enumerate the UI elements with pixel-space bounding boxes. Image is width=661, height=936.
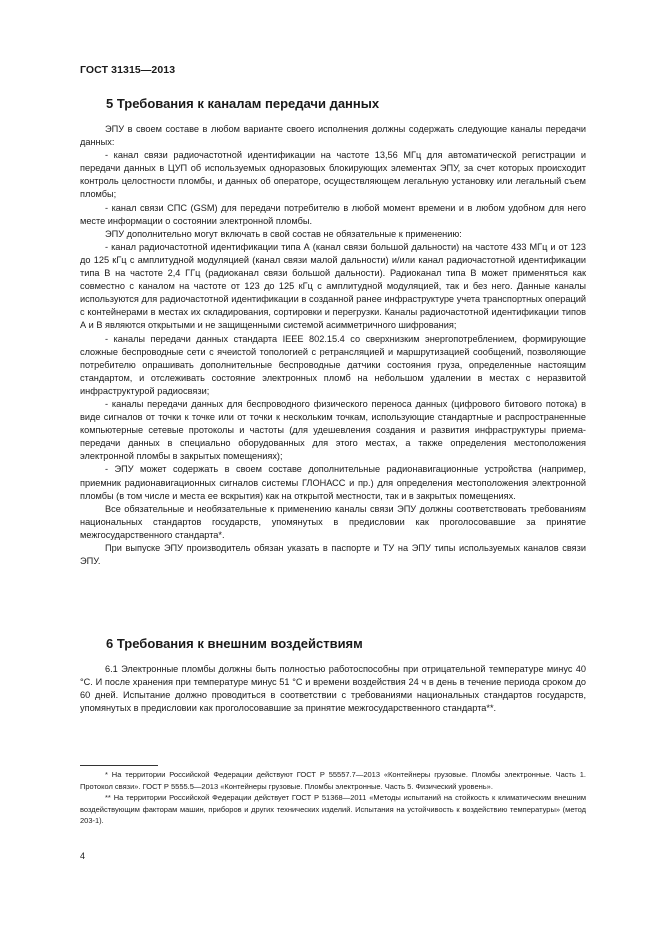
- paragraph: - канал связи радиочастотной идентификации на частоте 13,56 МГц для автоматической регистрации и передачи данных в ЦУП об используемых одноразовых блокирующих элементах ЭПУ, за счет которых происходит контроль целостности пломбы, и данных об операторе, осуществляющем легальную установку или легальный съем пломбы;: [80, 150, 586, 200]
- section-6-title: 6 Требования к внешним воздействиям: [106, 636, 363, 651]
- section-6-body: [80, 663, 586, 715]
- section-5-body: [80, 123, 586, 568]
- paragraph: ЭПУ дополнительно могут включать в свой состав не обязательные к применению:: [105, 228, 462, 239]
- paragraph: Все обязательные и необязательные к применению каналы связи ЭПУ должны соответствовать требованиям национальных стандартов государств, упомянутых в предисловии как проголосовавшие за принятие межгосударственного стандарта*.: [80, 503, 586, 540]
- page-number: 4: [80, 851, 86, 861]
- paragraph: - канал связи СПС (GSM) для передачи потребителю в любой момент времени и в любом удобном для него месте информации о состоянии электронной пломбы.: [80, 202, 586, 226]
- paragraph: ЭПУ в своем составе в любом варианте своего исполнения должны содержать следующие каналы передачи данных:: [80, 124, 586, 148]
- document-header: ГОСТ 31315—2013: [80, 64, 176, 76]
- paragraph: - канал радиочастотной идентификации типа А (канал связи большой дальности) на частоте 433 МГц и от 123 до 125 кГц с амплитудной модуляцией (канал связи малой дальности) и/или канал радиочастотной идентификации типа В на частоте 2,4 ГГц (радиоканал связи большой дальности). Радиоканал типа В может применяться как совместно с каналом на частоте от 123 до 125 кГц с амплитудной модуляцией, так и без него. Данные каналы используются для радиочастотной идентификации в созданной ранее инфраструктуре учета транспортных операций с контейнерами в местах их складирования, сортировки и перегрузки. Каналы радиочастотной идентификации типов А и В являются открытыми и не защищенными системой асимметричного шифрования;: [80, 241, 586, 331]
- paragraph: - каналы передачи данных стандарта IEEE 802.15.4 со сверхнизким энергопотреблением, формирующие сложные беспроводные сети с ячеистой топологией с ретрансляцией и маршрутизацией сообщений, позволяющие потребителю опрашивать дополнительные беспроводные датчики состояния груза, определенные настоящим стандартом, и отслеживать состояние электронных пломб на небольшом удалении в местах с неразвитой инфраструктурой радиосвязи;: [80, 333, 586, 396]
- paragraph: 6.1 Электронные пломбы должны быть полностью работоспособны при отрицательной температуре минус 40 °С. И после хранения при температуре минус 51 °С и времени воздействия 24 ч в день в течение периода сроком до 60 дней. Испытание должно проводиться в соответствии с требованиями национальных стандартов государств, упомянутых в предисловии как проголосовавшие за принятие межгосударственного стандарта**.: [80, 664, 586, 714]
- paragraph: - ЭПУ может содержать в своем составе дополнительные радионавигационные устройства (например, приемник радионавигационных сигналов системы ГЛОНАСС и пр.) для определения местоположения электронной пломбы (в том числе и места ее вскрытия) как на открытой местности, так и в закрытых помещениях.: [80, 464, 586, 501]
- footnote: ** На территории Российской Федерации действует ГОСТ Р 51368—2011 «Методы испытаний на стойкость к климатическим внешним воздействующим факторам машин, приборов и других технических изделий. Испытания на устойчивость к воздействию температуры» (метод 203-1).: [80, 793, 586, 825]
- footnote-divider: [80, 765, 158, 766]
- footnotes: [80, 769, 586, 827]
- section-5-title: 5 Требования к каналам передачи данных: [106, 96, 380, 111]
- paragraph: - каналы передачи данных для беспроводного физического переноса данных (цифрового битового потока) в виде сигналов от точки к точке или от точки к нескольким точкам, использующие стандартные и распространенные компьютерные сетевые протоколы и частоты (для удешевления создания и развития инфраструктуры приема-передачи данных в специально оборудованных для этого местах, а также определения местоположения электронной пломбы в закрытых помещениях);: [80, 398, 586, 462]
- footnote: * На территории Российской Федерации действуют ГОСТ Р 55557.7—2013 «Контейнеры грузовые. Пломбы электронные. Часть 1. Протокол связи». ГОСТ Р 5555.5—2013 «Контейнеры грузовые. Пломбы электронные. Часть 5. Физический уровень».: [80, 770, 586, 791]
- paragraph: При выпуске ЭПУ производитель обязан указать в паспорте и ТУ на ЭПУ типы используемых каналов связи ЭПУ.: [80, 543, 586, 567]
